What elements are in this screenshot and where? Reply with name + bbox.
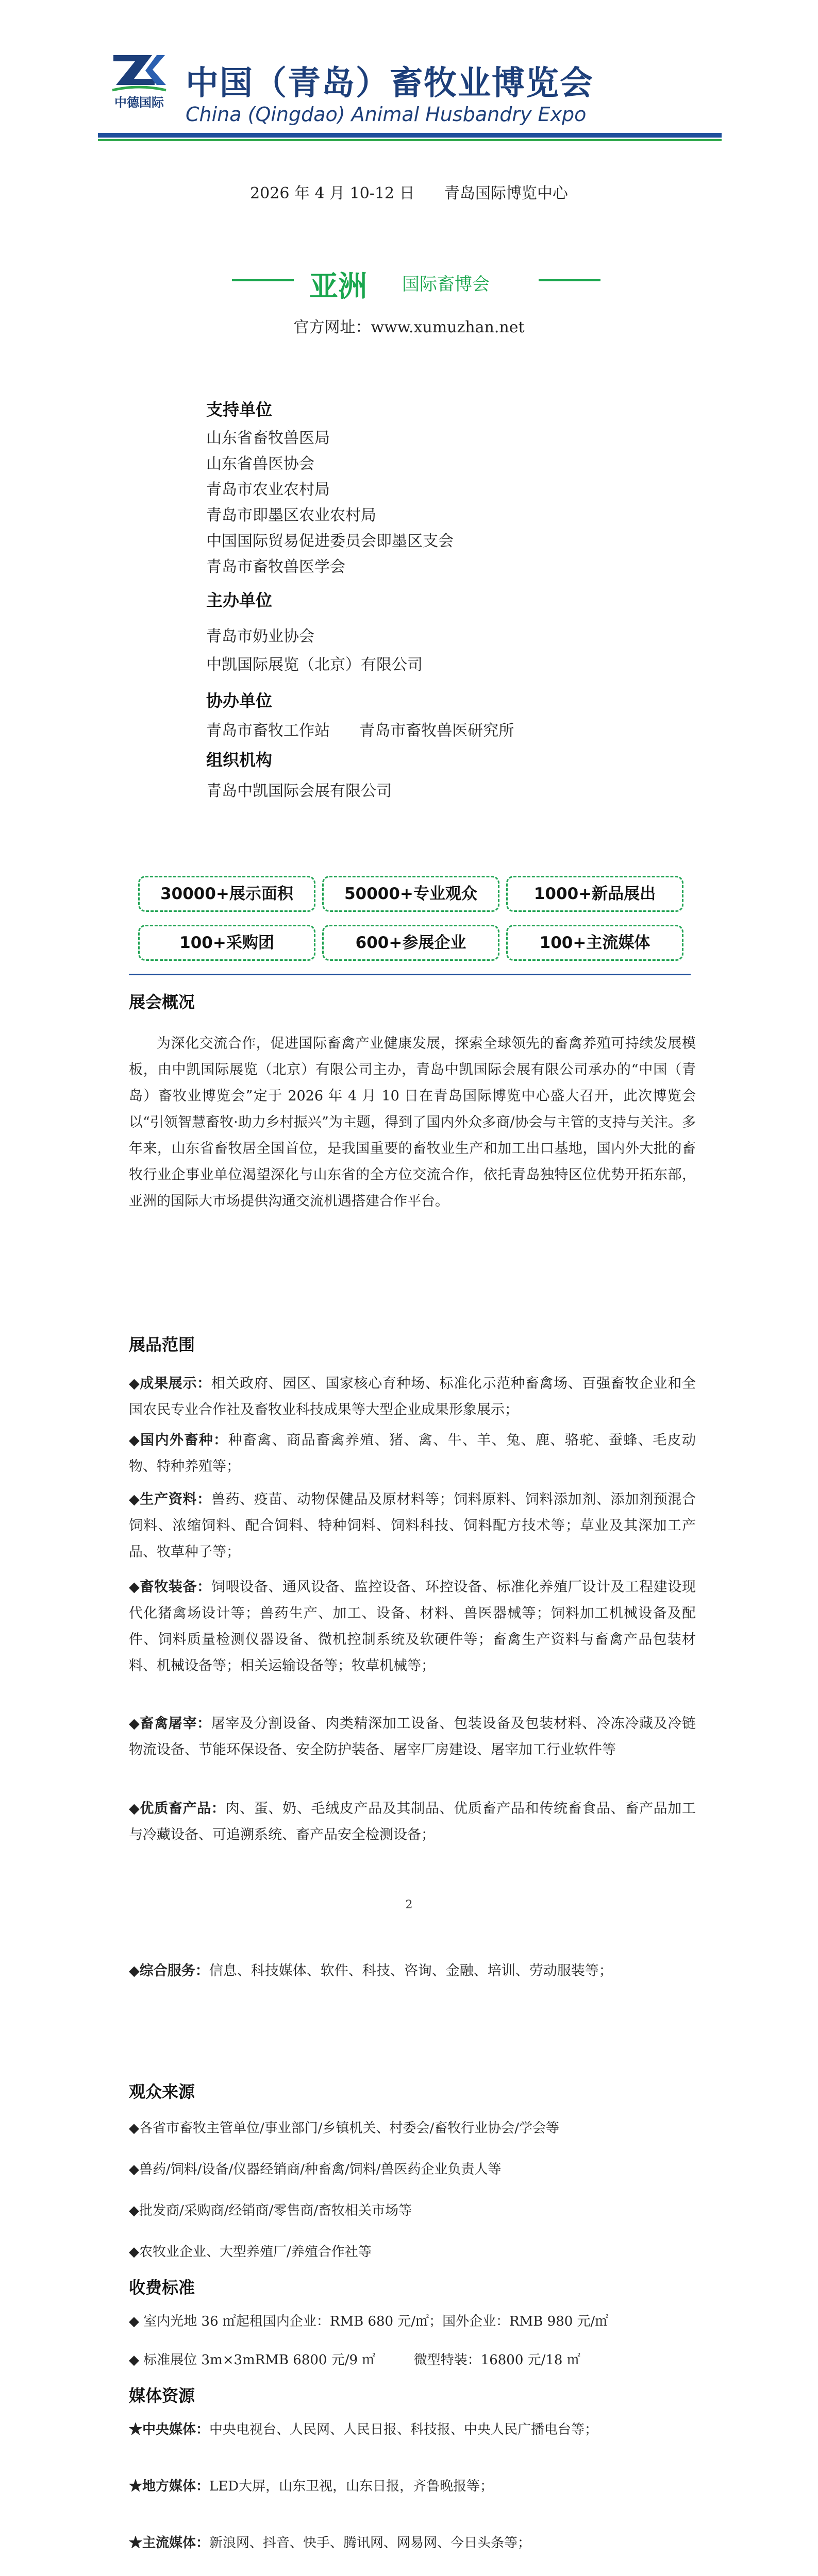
scope-title: 展品范围 <box>129 1335 195 1354</box>
media-item: ★主流媒体：新浪网、抖音、快手、腾讯网、网易网、今日头条等； <box>129 2535 531 2551</box>
highlight-badge: 100+采购团 <box>138 925 315 961</box>
media-item: ★中央媒体：中央电视台、人民网、人民日报、科技报、中央人民广播电台等； <box>129 2422 598 2437</box>
expo-title: 中国（青岛）畜牧业博览会 <box>186 64 594 103</box>
scope-category: ◆国内外畜种： <box>129 1432 228 1448</box>
host-item: 青岛市奶业协会 <box>206 628 314 646</box>
logo-text: 中德国际 <box>114 95 164 110</box>
scope-item: ◆国内外畜种：种畜禽、商品畜禽养殖、猪、禽、牛、羊、兔、鹿、骆驼、蚕蜂、毛皮动物、特种养殖等； <box>129 1432 696 1475</box>
co-organizer-text: 青岛市畜牧工作站 青岛市畜牧兽医研究所 <box>206 722 514 740</box>
fee-item: ◆ 室内光地 36 ㎡起租国内企业：RMB 680 元/㎡；国外企业：RMB 980 元/㎡ <box>129 2314 609 2329</box>
header-divider <box>98 133 722 138</box>
scope-category: ◆畜禽屠宰： <box>129 1716 211 1732</box>
scope-category: ◆成果展示： <box>129 1376 211 1392</box>
scope-item: ◆畜禽屠宰：屠宰及分割设备、肉类精深加工设备、包装设备及包装材料、冷冻冷藏及冷链物流设备、节能环保设备、安全防护装备、屠宰厂房建设、屠宰加工行业软件等 <box>129 1716 696 1758</box>
host-title: 主办单位 <box>206 590 273 610</box>
page-number: 2 <box>405 1899 413 1911</box>
co-organizer-title: 协办单位 <box>206 691 273 710</box>
media-title: 媒体资源 <box>129 2386 195 2405</box>
overview-paragraph: 为深化交流合作，促进国际畜禽产业健康发展，探索全球领先的畜禽养殖可持续发展模板，由中凯国际展览（北京）有限公司主办，青岛中凯国际会展有限公司承办的“中国（青岛）畜牧业博览会”定于 2026 年 4 月 10 日在青岛国际博览中心盛大召开，此次博览会以“引领智慧畜牧·助力乡村振兴”为主题，得到了国内外众多商/协会与主管的支持与关注。多年来，山东省畜牧居全国首位，是我国重要的畜牧业生产和加工出口基地，国内外大批的畜牧行业企事业单位渴望深化与山东省的全方位交流合作，依托青岛独特区位优势开拓东部，亚洲的国际大市场提供沟通交流机遇搭建合作平台。 <box>129 1036 696 1209</box>
overview-title: 展会概况 <box>129 992 195 1012</box>
organizer-logo <box>103 49 175 121</box>
visitors-title: 观众来源 <box>129 2082 195 2102</box>
highlight-badge: 1000+新品展出 <box>506 876 683 912</box>
scope-category: ◆优质畜产品： <box>129 1801 226 1817</box>
brand-rule-right <box>539 279 600 281</box>
visitor-item: ◆农牧业企业、大型养殖厂/养殖合作社等 <box>129 2244 372 2260</box>
visitor-item: ◆各省市畜牧主管单位/事业部门/乡镇机关、村委会/畜牧行业协会/学会等 <box>129 2121 560 2136</box>
highlight-badge: 600+参展企业 <box>322 925 499 961</box>
support-item: 青岛市畜牧兽医学会 <box>206 558 345 576</box>
scope-item: ◆畜牧装备：饲喂设备、通风设备、监控设备、环控设备、标准化养殖厂设计及工程建设现代化猪禽场设计等；兽药生产、加工、设备、材料、兽医器械等；饲料加工机械设备及配件、饲料质量检测仪器设备、微机控制系统及软硬件等；畜禽生产资料与畜禽产品包装材料、机械设备等；相关运输设备等；牧草机械等； <box>129 1579 696 1674</box>
highlight-badge: 50000+专业观众 <box>322 876 499 912</box>
scope-category: ◆生产资料： <box>129 1492 211 1507</box>
scope-item: ◆综合服务：信息、科技媒体、软件、科技、咨询、金融、培训、劳动服装等； <box>129 1963 613 1979</box>
highlight-badge: 100+主流媒体 <box>506 925 683 961</box>
brand-subname: 国际畜博会 <box>402 274 490 295</box>
media-item: ★地方媒体：LED大屏，山东卫视，山东日报，齐鲁晚报等； <box>129 2479 494 2494</box>
scope-item: ◆生产资料：兽药、疫苗、动物保健品及原材料等；饲料原料、饲料添加剂、添加剂预混合饲料、浓缩饲料、配合饲料、特种饲料、饲料科技、饲料配方技术等；草业及其深加工产品、牧草种子等； <box>129 1492 696 1560</box>
support-title: 支持单位 <box>206 400 273 419</box>
expo-subtitle: China (Qingdao) Animal Husbandry Expo <box>186 103 587 126</box>
fee-item: ◆ 标准展位 3m×3mRMB 6800 元/9 ㎡ 微型特装：16800 元/18 ㎡ <box>129 2352 580 2368</box>
scope-category: ◆畜牧装备： <box>129 1579 211 1595</box>
scope-item: ◆成果展示：相关政府、园区、国家核心育种场、标准化示范种畜禽场、百强畜牧企业和全国农民专业合作社及畜牧业科技成果等大型企业成果形象展示； <box>129 1376 696 1418</box>
brand-rule-left <box>232 279 294 281</box>
header-divider-accent <box>98 139 722 141</box>
date-venue: 2026 年 4 月 10-12 日 青岛国际博览中心 <box>250 184 568 202</box>
fees-title: 收费标准 <box>129 2278 195 2297</box>
host-item: 中凯国际展览（北京）有限公司 <box>206 656 423 674</box>
organizer-title: 组织机构 <box>206 750 273 770</box>
support-item: 青岛市农业农村局 <box>206 481 330 499</box>
brand-name: 亚洲 <box>309 270 367 303</box>
highlight-badge: 30000+展示面积 <box>138 876 315 912</box>
visitor-item: ◆批发商/采购商/经销商/零售商/畜牧相关市场等 <box>129 2203 412 2218</box>
scope-item: ◆优质畜产品：肉、蛋、奶、毛绒皮产品及其制品、优质畜产品和传统畜食品、畜产品加工与冷藏设备、可追溯系统、畜产品安全检测设备； <box>129 1801 696 1843</box>
visitor-item: ◆兽药/饲料/设备/仪器经销商/种畜禽/饲料/兽医药企业负责人等 <box>129 2162 502 2177</box>
support-item: 山东省畜牧兽医局 <box>206 429 330 447</box>
support-item: 中国国际贸易促进委员会即墨区支会 <box>206 532 454 550</box>
organizer-text: 青岛中凯国际会展有限公司 <box>206 782 392 800</box>
scope-category: ◆综合服务： <box>129 1963 209 1979</box>
support-item: 青岛市即墨区农业农村局 <box>206 506 376 524</box>
support-item: 山东省兽医协会 <box>206 455 314 473</box>
section-divider <box>129 974 691 975</box>
zk-logo-icon <box>103 49 175 121</box>
official-website[interactable]: 官方网址：www.xumuzhan.net <box>293 318 525 336</box>
